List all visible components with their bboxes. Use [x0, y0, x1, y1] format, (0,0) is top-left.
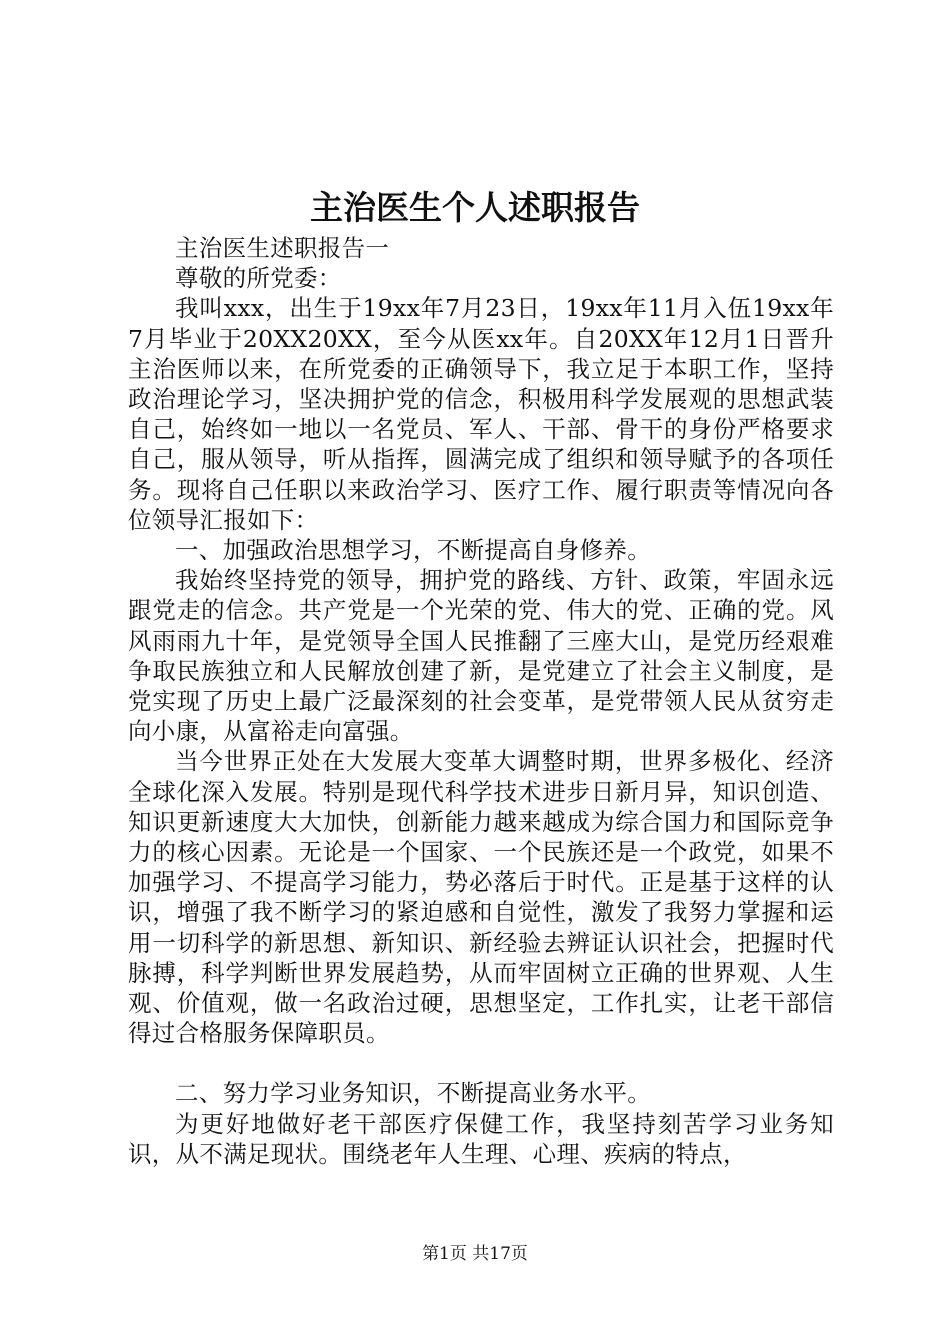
section-2-paragraph-1: 为更好地做好老干部医疗保健工作，我坚持刻苦学习业务知识，从不满足现状。围绕老年人生理、心理、疾病的特点，	[128, 1109, 834, 1168]
section-heading-1: 一、加强政治思想学习，不断提高自身修养。	[175, 536, 651, 565]
section-heading-2: 二、努力学习业务知识，不断提高业务水平。	[175, 1079, 651, 1108]
section-1-paragraph-1: 我始终坚持党的领导，拥护党的路线、方针、政策，牢固永远跟党走的信念。共产党是一个光荣的党、伟大的党、正确的党。风风雨雨九十年，是党领导全国人民推翻了三座大山，是党历经艰难争取民族独立和人民解放创建了新，是党建立了社会主义制度，是党实现了历史上最广泛最深刻的社会变革，是党带领人民从贫穷走向小康，从富裕走向富强。	[128, 566, 834, 746]
page-footer: 第1页 共17页	[422, 1244, 528, 1264]
section-1-paragraph-2: 当今世界正处在大发展大变革大调整时期，世界多极化、经济全球化深入发展。特别是现代科学技术进步日新月异，知识创造、知识更新速度大大加快，创新能力越来越成为综合国力和国际竞争力的核心因素。无论是一个国家、一个民族还是一个政党，如果不加强学习、不提高学习能力，势必落后于时代。正是基于这样的认识，增强了我不断学习的紧迫感和自觉性，激发了我努力掌握和运用一切科学的新思想、新知识、新经验去辨证认识社会，把握时代脉搏，科学判断世界发展趋势，从而牢固树立正确的世界观、人生观、价值观，做一名政治过硬，思想坚定，工作扎实，让老干部信得过合格服务保障职员。	[128, 747, 834, 1048]
document-title: 主治医生个人述职报告	[310, 188, 640, 227]
salutation: 尊敬的所党委：	[175, 264, 342, 293]
document-body	[128, 233, 834, 1169]
report-subtitle: 主治医生述职报告一	[175, 234, 390, 262]
intro-paragraph: 我叫xxx，出生于19xx年7月23日，19xx年11月入伍19xx年7月毕业于20XX20XX，至今从医xx年。自20XX年12月1日晋升主治医师以来，在所党委的正确领导下，我立足于本职工作，坚持政治理论学习，坚决拥护党的信念，积极用科学发展观的思想武装自己，始终如一地以一名党员、军人、干部、骨干的身份严格要求自己，服从领导，听从指挥，圆满完成了组织和领导赋予的各项任务。现将自己任职以来政治学习、医疗工作、履行职责等情况向各位领导汇报如下：	[128, 294, 834, 534]
